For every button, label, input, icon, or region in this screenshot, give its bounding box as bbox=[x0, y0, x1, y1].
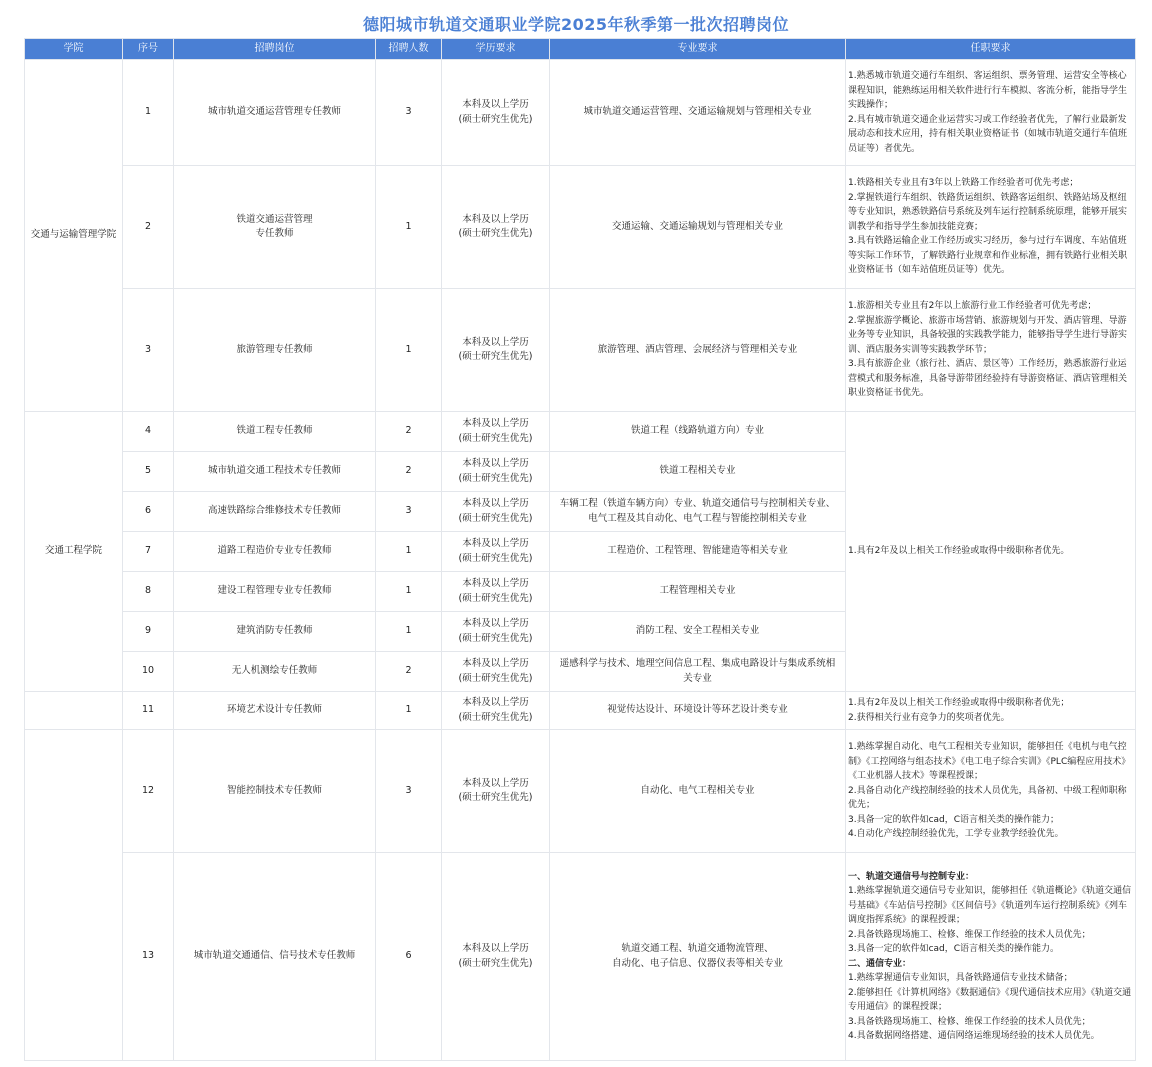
row-major: 消防工程、安全工程相关专业 bbox=[550, 612, 846, 652]
table-row bbox=[25, 730, 1136, 853]
row-major: 工程造价、工程管理、智能建造等相关专业 bbox=[550, 532, 846, 572]
row-count: 3 bbox=[376, 492, 442, 532]
row-major: 遥感科学与技术、地理空间信息工程、集成电路设计与集成系统相 关专业 bbox=[550, 652, 846, 692]
page-title: 德阳城市轨道交通职业学院2025年秋季第一批次招聘岗位 bbox=[362, 15, 790, 34]
row-post: 建筑消防专任教师 bbox=[174, 612, 376, 652]
row-no: 4 bbox=[123, 412, 174, 452]
row-no: 9 bbox=[123, 612, 174, 652]
table-row bbox=[25, 60, 1136, 166]
row-no: 8 bbox=[123, 572, 174, 612]
row-post: 城市轨道交通通信、信号技术专任教师 bbox=[174, 853, 376, 1061]
row-major: 自动化、电气工程相关专业 bbox=[550, 730, 846, 853]
header-requirements: 任职要求 bbox=[846, 39, 1136, 60]
row-no: 2 bbox=[123, 166, 174, 289]
row-education: 本科及以上学历 (硕士研究生优先) bbox=[442, 853, 550, 1061]
row-no: 7 bbox=[123, 532, 174, 572]
row-count: 2 bbox=[376, 412, 442, 452]
table-row bbox=[25, 412, 1136, 452]
row-education: 本科及以上学历 (硕士研究生优先) bbox=[442, 612, 550, 652]
row-requirements: 1.熟悉城市轨道交通行车组织、客运组织、票务管理、运营安全等核心课程知识，能熟练运用相关软件进行行车模拟、客流分析，能指导学生实践操作； 2.具有城市轨道交通企业运营实习或工作经验者优先，了解行业最新发展动态和技术应用，持有相关职业资格证书（如城市轨道交通行车值班员证等）者优先。 bbox=[846, 60, 1136, 166]
row-education: 本科及以上学历 (硕士研究生优先) bbox=[442, 492, 550, 532]
row-post: 高速铁路综合维修技术专任教师 bbox=[174, 492, 376, 532]
row-no: 10 bbox=[123, 652, 174, 692]
row-count: 1 bbox=[376, 532, 442, 572]
row-no: 11 bbox=[123, 692, 174, 730]
row-post: 智能控制技术专任教师 bbox=[174, 730, 376, 853]
row-education: 本科及以上学历 (硕士研究生优先) bbox=[442, 412, 550, 452]
row-post: 建设工程管理专业专任教师 bbox=[174, 572, 376, 612]
row-post: 城市轨道交通工程技术专任教师 bbox=[174, 452, 376, 492]
table-row bbox=[25, 166, 1136, 289]
row-count: 3 bbox=[376, 730, 442, 853]
college-cell-blank bbox=[25, 730, 123, 1061]
row-major: 铁道工程（线路轨道方向）专业 bbox=[550, 412, 846, 452]
row-requirements: 1.旅游相关专业且有2年以上旅游行业工作经验者可优先考虑； 2.掌握旅游学概论、旅游市场营销、旅游规划与开发、酒店管理、导游业务等专业知识，具备较强的实践教学能力，能够指导学生进行导游实训、酒店服务实训等实践教学环节； 3.具有旅游企业（旅行社、酒店、景区等）工作经历，熟悉旅游行业运营模式和服务标准，具备导游带团经验持有导游资格证、酒店管理相关职业资格证书优先。 bbox=[846, 289, 1136, 412]
row-count: 3 bbox=[376, 60, 442, 166]
row-count: 1 bbox=[376, 289, 442, 412]
table-row bbox=[25, 853, 1136, 1061]
row-post: 铁道工程专任教师 bbox=[174, 412, 376, 452]
row-no: 6 bbox=[123, 492, 174, 532]
shared-requirements: 1.具有2年及以上相关工作经验或取得中级职称者优先。 bbox=[846, 412, 1136, 692]
header-count: 招聘人数 bbox=[376, 39, 442, 60]
row-count: 1 bbox=[376, 166, 442, 289]
row-education: 本科及以上学历 (硕士研究生优先) bbox=[442, 572, 550, 612]
row-education: 本科及以上学历 (硕士研究生优先) bbox=[442, 532, 550, 572]
row-requirements: 1.具有2年及以上相关工作经验或取得中级职称者优先； 2.获得相关行业有竞争力的奖项者优先。 bbox=[846, 692, 1136, 730]
row-major: 交通运输、交通运输规划与管理相关专业 bbox=[550, 166, 846, 289]
row-no: 3 bbox=[123, 289, 174, 412]
header-major: 专业要求 bbox=[550, 39, 846, 60]
row-education: 本科及以上学历 (硕士研究生优先) bbox=[442, 652, 550, 692]
row-major: 旅游管理、酒店管理、会展经济与管理相关专业 bbox=[550, 289, 846, 412]
row-post: 无人机测绘专任教师 bbox=[174, 652, 376, 692]
row-post: 旅游管理专任教师 bbox=[174, 289, 376, 412]
row-requirements: 1.熟练掌握自动化、电气工程相关专业知识，能够担任《电机与电气控制》《工控网络与组态技术》《电工电子综合实训》《PLC编程应用技术》《工业机器人技术》等课程授课； 2.具备自动化产线控制经验的技术人员优先，具备初、中级工程师职称优先； 3.具备一定的软件如cad，C语言相关类的操作能力； 4.自动化产线控制经验优先，工学专业教学经验优先。 bbox=[846, 730, 1136, 853]
row-count: 6 bbox=[376, 853, 442, 1061]
row-count: 1 bbox=[376, 612, 442, 652]
recruitment-table bbox=[24, 38, 1136, 1061]
row-major: 轨道交通工程、轨道交通物流管理、 自动化、电子信息、仪器仪表等相关专业 bbox=[550, 853, 846, 1061]
row-no: 13 bbox=[123, 853, 174, 1061]
row-education: 本科及以上学历 (硕士研究生优先) bbox=[442, 692, 550, 730]
table-row bbox=[25, 289, 1136, 412]
row-education: 本科及以上学历 (硕士研究生优先) bbox=[442, 166, 550, 289]
row-major: 工程管理相关专业 bbox=[550, 572, 846, 612]
row-post: 城市轨道交通运营管理专任教师 bbox=[174, 60, 376, 166]
row-no: 5 bbox=[123, 452, 174, 492]
row-no: 1 bbox=[123, 60, 174, 166]
header-no: 序号 bbox=[123, 39, 174, 60]
college-cell: 交通与运输管理学院 bbox=[25, 60, 123, 412]
row-requirements: 一、轨道交通信号与控制专业： 1.熟练掌握轨道交通信号专业知识，能够担任《轨道概论》《轨道交通信号基础》《车站信号控制》《区间信号》《轨道列车运行控制系统》《列车调度指挥系统》的课程授课； 2.具备铁路现场施工、检修、维保工作经验的技术人员优先； 3.具备一定的软件如cad，C语言相关类的操作能力。 二、通信专业： 1.熟练掌握通信专业知识，具备铁路通信专业技术储备； 2.能够担任《计算机网络》《数据通信》《现代通信技术应用》《轨道交通专用通信》的课程授课； 3.具备铁路现场施工、检修、维保工作经验的技术人员优先； 4.具备数据网络搭建、通信网络运维现场经验的技术人员优先。 bbox=[846, 853, 1136, 1061]
row-post: 环境艺术设计专任教师 bbox=[174, 692, 376, 730]
college-cell-blank bbox=[25, 692, 123, 730]
row-major: 视觉传达设计、环境设计等环艺设计类专业 bbox=[550, 692, 846, 730]
row-major: 城市轨道交通运营管理、交通运输规划与管理相关专业 bbox=[550, 60, 846, 166]
row-post: 铁道交通运营管理 专任教师 bbox=[174, 166, 376, 289]
row-count: 2 bbox=[376, 652, 442, 692]
row-major: 铁道工程相关专业 bbox=[550, 452, 846, 492]
table-row bbox=[25, 692, 1136, 730]
header-college: 学院 bbox=[25, 39, 123, 60]
row-count: 1 bbox=[376, 572, 442, 612]
row-requirements: 1.铁路相关专业且有3年以上铁路工作经验者可优先考虑； 2.掌握铁道行车组织、铁路货运组织、铁路客运组织、铁路站场及枢纽等专业知识，熟悉铁路信号系统及列车运行控制系统原理，能够开展实训教学和指导学生参加技能竞赛； 3.具有铁路运输企业工作经历或实习经历，参与过行车调度、车站值班等实际工作环节，了解铁路行业规章和作业标准，拥有铁路行业相关职业资格证书（如车站值班员证等）优先。 bbox=[846, 166, 1136, 289]
row-major: 车辆工程（铁道车辆方向）专业、轨道交通信号与控制相关专业、 电气工程及其自动化、电气工程与智能控制相关专业 bbox=[550, 492, 846, 532]
row-education: 本科及以上学历 (硕士研究生优先) bbox=[442, 452, 550, 492]
college-cell: 交通工程学院 bbox=[25, 412, 123, 692]
row-education: 本科及以上学历 (硕士研究生优先) bbox=[442, 60, 550, 166]
row-count: 2 bbox=[376, 452, 442, 492]
header-education: 学历要求 bbox=[442, 39, 550, 60]
header-post: 招聘岗位 bbox=[174, 39, 376, 60]
row-post: 道路工程造价专业专任教师 bbox=[174, 532, 376, 572]
row-education: 本科及以上学历 (硕士研究生优先) bbox=[442, 289, 550, 412]
row-count: 1 bbox=[376, 692, 442, 730]
table-header-row bbox=[25, 39, 1136, 60]
row-no: 12 bbox=[123, 730, 174, 853]
row-education: 本科及以上学历 (硕士研究生优先) bbox=[442, 730, 550, 853]
